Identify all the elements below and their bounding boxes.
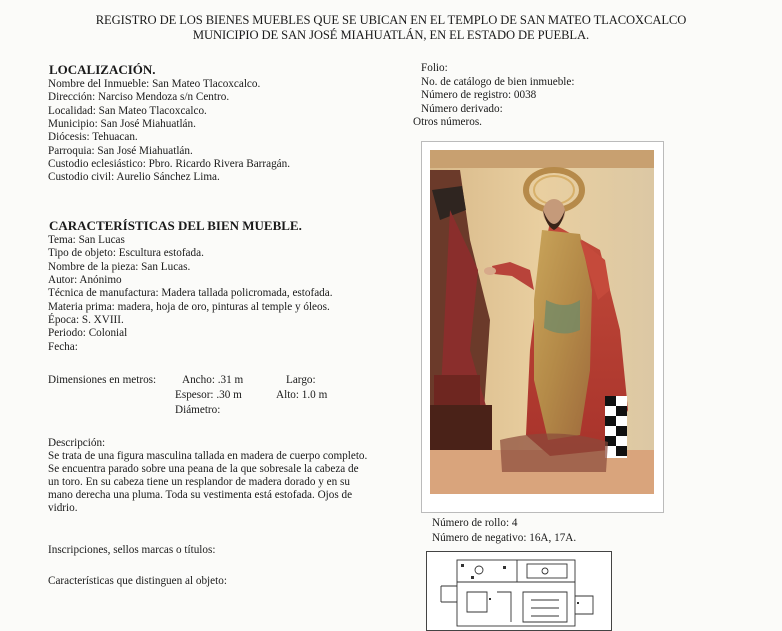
descripcion-block [48,437,420,516]
alto-value: Alto: 1.0 m [276,389,328,401]
localizacion-line: Nombre del Inmueble: San Mateo Tlacoxcalco. [48,78,261,90]
localizacion-line: Dirección: Narciso Mendoza s/n Centro. [48,91,230,104]
distinguen-label: Características que distinguen al objeto: [48,575,227,587]
descripcion-label: Descripción: [48,437,106,449]
caracteristicas-list [48,234,333,354]
caracteristicas-line: Tipo de objeto: Escultura estofada. [48,247,204,260]
folio-label: Folio: [421,62,448,74]
espesor-value: Espesor: .30 m [175,389,242,401]
floor-plan-box [426,551,612,631]
caracteristicas-line: Materia prima: madera, hoja de oro, pinturas al temple y óleos. [48,300,330,313]
diametro-value: Diámetro: [175,404,221,416]
header-line-1: REGISTRO DE LOS BIENES MUEBLES QUE SE UBICAN EN EL TEMPLO DE SAN MATEO TLACOXCALCO [95,13,687,27]
localizacion-line: Parroquia: San José Miahuatlán. [48,144,193,157]
caracteristicas-line: Técnica de manufactura: Madera tallada policromada, estofada. [48,287,333,300]
floor-plan-icon [427,552,612,631]
caracteristicas-line: Periodo: Colonial [48,327,128,340]
localizacion-line: Custodio eclesiástico: Pbro. Ricardo Rivera Barragán. [48,158,291,171]
localizacion-title: LOCALIZACIÓN. [49,62,156,77]
caracteristicas-line: Nombre de la pieza: San Lucas. [48,260,191,273]
otros-numeros-label: Otros números. [413,116,482,128]
negativo-label: Número de negativo: 16A, 17A. [432,531,577,544]
ancho-value: Ancho: .31 m [182,374,244,386]
descripcion-line: Se encuentra parado sobre una peana de la que sobresale la cabeza de [48,463,359,476]
statue-photo [430,150,654,494]
statue-photo-icon [430,150,654,494]
header-line-2: MUNICIPIO DE SAN JOSÉ MIAHUATLÁN, EN EL ESTADO DE PUEBLA. [192,28,590,42]
localizacion-line: Custodio civil: Aurelio Sánchez Lima. [48,171,220,184]
caracteristicas-title: CARACTERÍSTICAS DEL BIEN MUEBLE. [49,218,302,233]
descripcion-line: mano derecha una pluma. Toda su vestimenta está estofada. Ojos de [48,489,353,502]
document-header [0,13,782,43]
localizacion-line: Municipio: San José Miahuatlán. [48,118,196,131]
dimensiones-label: Dimensiones en metros: [48,374,157,386]
caracteristicas-line: Fecha: [48,340,78,353]
rollo-label: Número de rollo: 4 [432,517,518,529]
descripcion-line: un toro. En su cabeza tiene un resplandor de madera dorado y en su [48,476,350,489]
largo-value: Largo: [286,374,316,386]
rollo-block [432,516,576,545]
caracteristicas-line: Época: S. XVIII. [48,314,124,327]
registro-number: Número de registro: 0038 [421,89,537,101]
localizacion-list [48,78,290,185]
registro-block [413,62,575,130]
catalogo-label: No. de catálogo de bien inmueble: [421,75,575,88]
derivado-label: Número derivado: [421,102,503,115]
localizacion-line: Diócesis: Tehuacan. [48,131,138,144]
caracteristicas-line: Autor: Anónimo [48,274,122,287]
caracteristicas-line: Tema: San Lucas [48,234,125,246]
inscripciones-label: Inscripciones, sellos marcas o títulos: [48,544,216,556]
localizacion-line: Localidad: San Mateo Tlacoxcalco. [48,104,207,117]
descripcion-line: vidrio. [48,502,78,515]
descripcion-line: Se trata de una figura masculina tallada en madera de cuerpo completo. [48,450,368,463]
statue-photo-frame [421,141,664,513]
